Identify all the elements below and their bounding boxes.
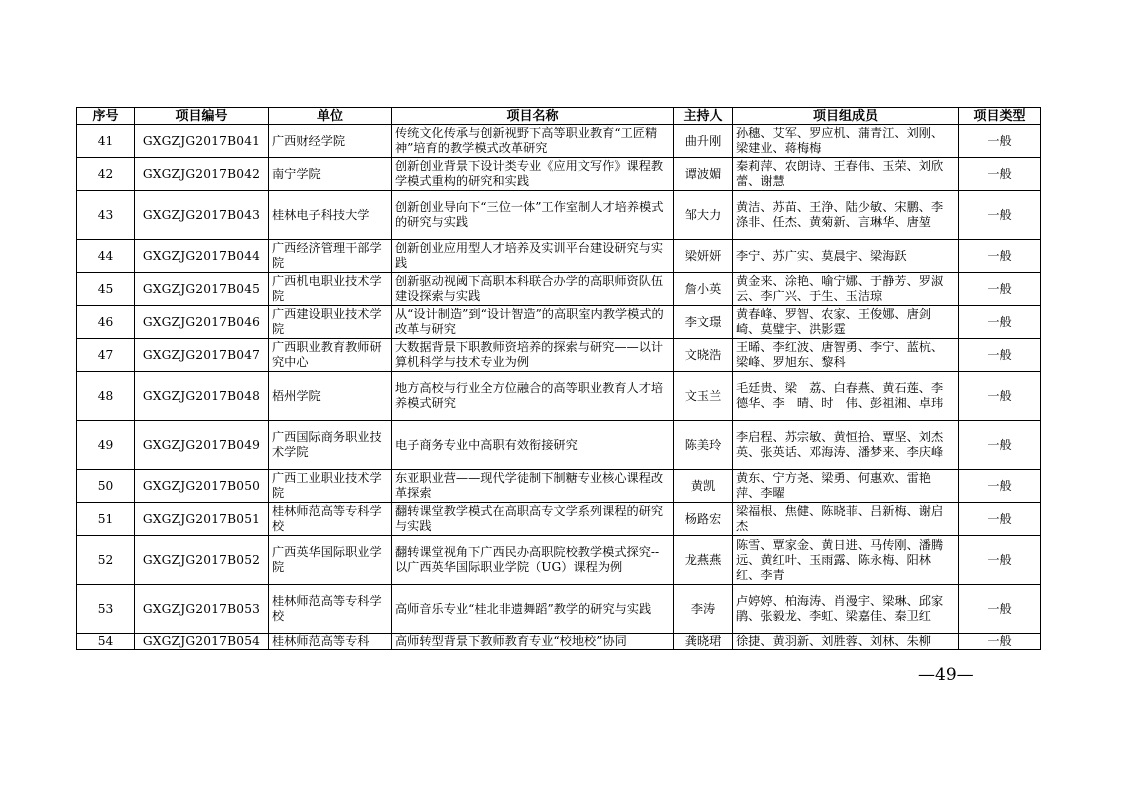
cell-project-name: 创新驱动视阈下高职本科联合办学的高职师资队伍建设探索与实践 <box>392 273 674 306</box>
project-table <box>76 107 1041 650</box>
table-row <box>77 536 1041 585</box>
cell-unit: 梧州学院 <box>269 372 392 421</box>
cell-host: 李涛 <box>674 585 733 634</box>
page-number: —49— <box>918 665 974 685</box>
cell-unit: 广西经济管理干部学院 <box>269 240 392 273</box>
table-row <box>77 585 1041 634</box>
cell-project-code: GXGZJG2017B054 <box>135 634 269 650</box>
cell-project-name: 电子商务专业中高职有效衔接研究 <box>392 421 674 470</box>
cell-project-code: GXGZJG2017B053 <box>135 585 269 634</box>
cell-project-code: GXGZJG2017B046 <box>135 306 269 339</box>
cell-serial: 51 <box>77 503 135 536</box>
cell-members: 陈雪、覃家金、黄日进、马传刚、潘腾远、黄红叶、玉雨露、陈永梅、阳林红、李青 <box>733 536 959 585</box>
cell-unit: 桂林师范高等专科学校 <box>269 585 392 634</box>
table-row <box>77 240 1041 273</box>
cell-project-type: 一般 <box>959 421 1041 470</box>
table-row <box>77 503 1041 536</box>
cell-project-code: GXGZJG2017B043 <box>135 191 269 240</box>
cell-unit: 广西国际商务职业技术学院 <box>269 421 392 470</box>
cell-serial: 41 <box>77 125 135 158</box>
cell-serial: 50 <box>77 470 135 503</box>
cell-members: 黄东、宁方尧、梁勇、何惠欢、雷艳萍、李曜 <box>733 470 959 503</box>
cell-project-name: 高师转型背景下教师教育专业“校地校”协同 <box>392 634 674 650</box>
header-project-name: 项目名称 <box>392 108 674 125</box>
cell-host: 文晓浩 <box>674 339 733 372</box>
table-row <box>77 158 1041 191</box>
cell-serial: 44 <box>77 240 135 273</box>
cell-project-type: 一般 <box>959 273 1041 306</box>
cell-serial: 47 <box>77 339 135 372</box>
cell-serial: 42 <box>77 158 135 191</box>
cell-members: 梁福根、焦健、陈晓菲、吕新梅、谢启杰 <box>733 503 959 536</box>
header-host: 主持人 <box>674 108 733 125</box>
cell-project-type: 一般 <box>959 372 1041 421</box>
table-row <box>77 470 1041 503</box>
cell-project-name: 创新创业背景下设计类专业《应用文写作》课程教学模式重构的研究和实践 <box>392 158 674 191</box>
cell-unit: 广西财经学院 <box>269 125 392 158</box>
header-project-type: 项目类型 <box>959 108 1041 125</box>
cell-project-type: 一般 <box>959 339 1041 372</box>
table-row <box>77 634 1041 650</box>
cell-project-name: 翻转课堂教学模式在高职高专文学系列课程的研究与实践 <box>392 503 674 536</box>
cell-project-type: 一般 <box>959 306 1041 339</box>
cell-project-type: 一般 <box>959 585 1041 634</box>
header-members: 项目组成员 <box>733 108 959 125</box>
cell-project-code: GXGZJG2017B044 <box>135 240 269 273</box>
cell-members: 王晞、李红波、唐智勇、李宁、蓝杭、梁峰、罗旭东、黎科 <box>733 339 959 372</box>
table-row <box>77 339 1041 372</box>
cell-project-code: GXGZJG2017B052 <box>135 536 269 585</box>
cell-project-type: 一般 <box>959 536 1041 585</box>
table-row <box>77 421 1041 470</box>
cell-project-name: 地方高校与行业全方位融合的高等职业教育人才培养模式研究 <box>392 372 674 421</box>
cell-host: 龙燕燕 <box>674 536 733 585</box>
cell-project-code: GXGZJG2017B045 <box>135 273 269 306</box>
cell-members: 李启程、苏宗敏、黄恒拾、覃坚、刘杰英、张英话、邓海涛、潘梦来、李庆峰 <box>733 421 959 470</box>
cell-unit: 广西机电职业技术学院 <box>269 273 392 306</box>
header-project-code: 项目编号 <box>135 108 269 125</box>
cell-project-code: GXGZJG2017B049 <box>135 421 269 470</box>
cell-host: 龚晓珺 <box>674 634 733 650</box>
cell-members: 徐捷、黄羽新、刘胜蓉、刘林、朱柳 <box>733 634 959 650</box>
cell-host: 邹大力 <box>674 191 733 240</box>
cell-project-name: 创新创业导向下“三位一体”工作室制人才培养模式的研究与实践 <box>392 191 674 240</box>
table-row <box>77 273 1041 306</box>
cell-serial: 49 <box>77 421 135 470</box>
cell-members: 黄春峰、罗智、农家、王俊娜、唐剑崎、莫璧宇、洪影霆 <box>733 306 959 339</box>
cell-project-name: 高师音乐专业“桂北非遗舞蹈”教学的研究与实践 <box>392 585 674 634</box>
table-header-row <box>77 108 1041 125</box>
cell-host: 詹小英 <box>674 273 733 306</box>
table-row <box>77 372 1041 421</box>
cell-unit: 广西职业教育教师研究中心 <box>269 339 392 372</box>
header-serial: 序号 <box>77 108 135 125</box>
cell-project-name: 从“设计制造”到“设计智造”的高职室内教学模式的改革与研究 <box>392 306 674 339</box>
cell-members: 卢婷婷、柏海涛、肖漫宇、梁琳、邱家鹃、张毅龙、李虹、梁嘉佳、秦卫红 <box>733 585 959 634</box>
cell-host: 曲升刚 <box>674 125 733 158</box>
cell-project-name: 东亚职业营——现代学徒制下制糖专业核心课程改革探索 <box>392 470 674 503</box>
cell-project-name: 传统文化传承与创新视野下高等职业教育“工匠精神”培育的教学模式改革研究 <box>392 125 674 158</box>
cell-project-code: GXGZJG2017B047 <box>135 339 269 372</box>
cell-host: 李文璟 <box>674 306 733 339</box>
cell-project-type: 一般 <box>959 634 1041 650</box>
cell-members: 毛廷贵、梁 荔、白春燕、黄石莲、李德华、李 晴、时 伟、彭祖湘、卓玮 <box>733 372 959 421</box>
cell-project-code: GXGZJG2017B048 <box>135 372 269 421</box>
cell-project-code: GXGZJG2017B041 <box>135 125 269 158</box>
cell-unit: 广西建设职业技术学院 <box>269 306 392 339</box>
cell-project-code: GXGZJG2017B051 <box>135 503 269 536</box>
cell-project-type: 一般 <box>959 503 1041 536</box>
header-unit: 单位 <box>269 108 392 125</box>
cell-project-code: GXGZJG2017B050 <box>135 470 269 503</box>
cell-project-type: 一般 <box>959 191 1041 240</box>
cell-host: 黄凯 <box>674 470 733 503</box>
cell-host: 梁妍妍 <box>674 240 733 273</box>
cell-project-code: GXGZJG2017B042 <box>135 158 269 191</box>
cell-serial: 45 <box>77 273 135 306</box>
cell-serial: 53 <box>77 585 135 634</box>
cell-serial: 46 <box>77 306 135 339</box>
cell-serial: 52 <box>77 536 135 585</box>
table-row <box>77 306 1041 339</box>
cell-project-type: 一般 <box>959 470 1041 503</box>
cell-project-type: 一般 <box>959 125 1041 158</box>
cell-unit: 广西英华国际职业学院 <box>269 536 392 585</box>
cell-project-name: 大数据背景下职教师资培养的探索与研究——以计算机科学与技术专业为例 <box>392 339 674 372</box>
cell-host: 杨路宏 <box>674 503 733 536</box>
cell-host: 陈美玲 <box>674 421 733 470</box>
cell-members: 李宁、苏广实、莫晨宇、梁海跃 <box>733 240 959 273</box>
cell-unit: 广西工业职业技术学院 <box>269 470 392 503</box>
cell-serial: 54 <box>77 634 135 650</box>
cell-project-type: 一般 <box>959 158 1041 191</box>
table-row <box>77 191 1041 240</box>
cell-serial: 48 <box>77 372 135 421</box>
cell-project-type: 一般 <box>959 240 1041 273</box>
cell-host: 文玉兰 <box>674 372 733 421</box>
cell-project-name: 创新创业应用型人才培养及实训平台建设研究与实践 <box>392 240 674 273</box>
table-row <box>77 125 1041 158</box>
cell-project-name: 翻转课堂视角下广西民办高职院校教学模式探究--以广西英华国际职业学院（UG）课程为例 <box>392 536 674 585</box>
cell-members: 黄洁、苏苗、王浄、陆少敏、宋鹏、李涤非、任杰、黄菊新、言琳华、唐堃 <box>733 191 959 240</box>
cell-members: 孙穗、艾军、罗应机、蒲青江、刘刚、梁建业、蒋梅梅 <box>733 125 959 158</box>
cell-unit: 桂林电子科技大学 <box>269 191 392 240</box>
cell-host: 谭波媚 <box>674 158 733 191</box>
cell-serial: 43 <box>77 191 135 240</box>
cell-unit: 桂林师范高等专科 <box>269 634 392 650</box>
cell-unit: 南宁学院 <box>269 158 392 191</box>
cell-members: 秦莉萍、农朗诗、王春伟、玉荣、刘欣蕾、谢慧 <box>733 158 959 191</box>
cell-members: 黄金来、涂艳、喻宁娜、于静芳、罗淑云、李广兴、于生、玉洁琼 <box>733 273 959 306</box>
cell-unit: 桂林师范高等专科学校 <box>269 503 392 536</box>
